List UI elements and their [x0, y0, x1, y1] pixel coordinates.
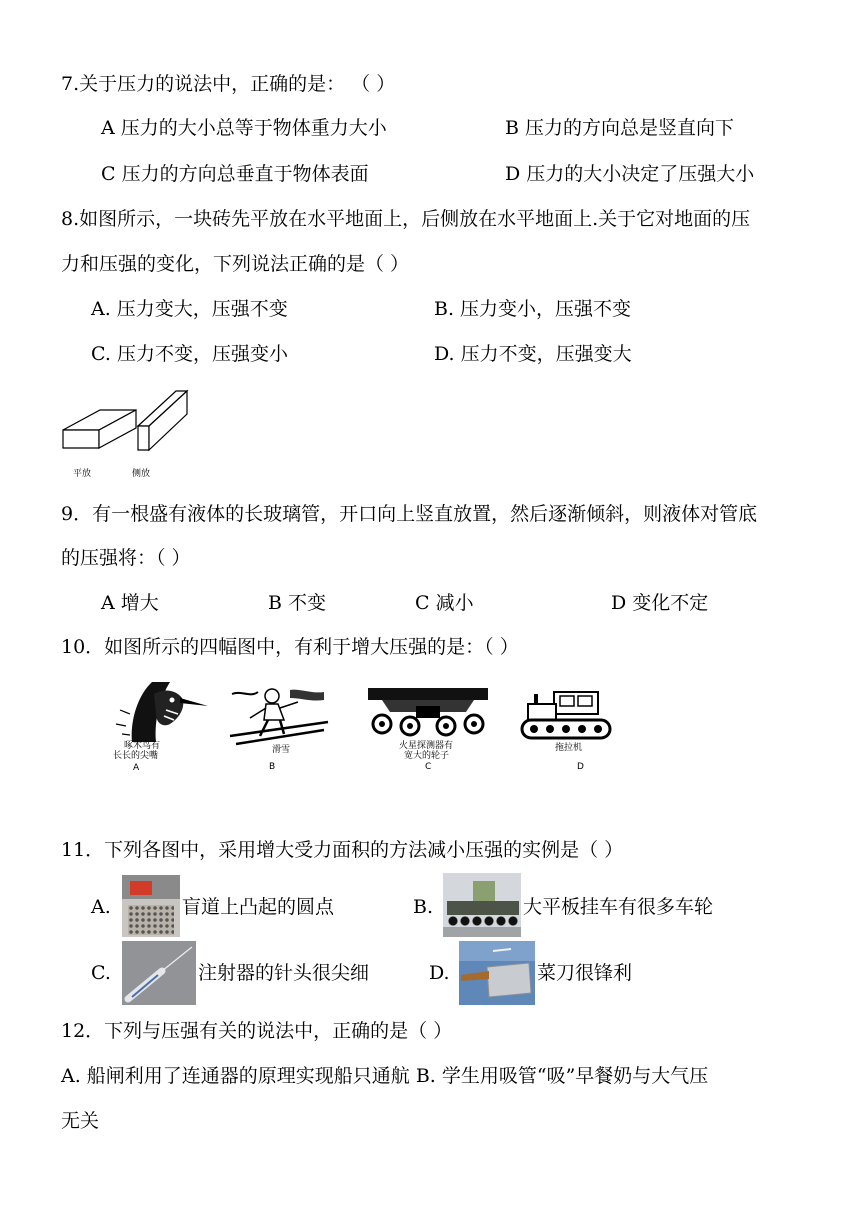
q11-option-b-label: B. [413, 896, 434, 918]
q7-option-b: B 压力的方向总是竖直向下 [505, 117, 735, 139]
brick-side [138, 391, 187, 450]
figure-a-letter: A [133, 763, 140, 773]
tactile-paving-photo [122, 875, 180, 937]
q11-stem: 11．下列各图中，采用增大受力面积的方法减小压强的实例是（ ） [61, 839, 624, 861]
q12-options-line2: 无关 [61, 1110, 100, 1132]
q8-stem-line1: 8.如图所示，一块砖先平放在水平地面上，后侧放在水平地面上.关于它对地面的压 [61, 208, 751, 230]
mars-rover-image [362, 686, 494, 742]
brick-side-label: 侧放 [132, 469, 151, 479]
q8-option-b: B. 压力变小，压强不变 [434, 298, 632, 320]
q11-option-a-label: A. [91, 896, 111, 918]
q11-option-b-text: 大平板挂车有很多车轮 [523, 896, 714, 918]
tractor-image [520, 690, 612, 742]
woodpecker-image [110, 680, 210, 742]
q12-options-line1: A. 船闸利用了连通器的原理实现船只通航 B. 学生用吸管“吸”早餐奶与大气压 [61, 1065, 709, 1087]
q8-option-d: D. 压力不变，压强变大 [434, 343, 632, 365]
q11-option-d-label: D. [429, 962, 450, 984]
q7-option-c: C 压力的方向总垂直于物体表面 [101, 163, 369, 185]
q7-stem: 7.关于压力的说法中，正确的是： （ ） [61, 73, 396, 95]
brick-flat-label: 平放 [73, 469, 92, 479]
q9-stem-line1: 9．有一根盛有液体的长玻璃管，开口向上竖直放置，然后逐渐倾斜，则液体对管底 [61, 503, 758, 525]
q10-stem: 10．如图所示的四幅图中，有利于增大压强的是：（ ） [61, 636, 519, 658]
figure-c-letter: C [425, 762, 432, 772]
q9-option-c: C 减小 [415, 592, 474, 614]
q8-option-c: C. 压力不变，压强变小 [91, 343, 288, 365]
skier-image [228, 686, 330, 746]
brick-figure [60, 388, 195, 460]
syringe-photo [122, 941, 196, 1005]
q11-option-c-label: C. [91, 962, 111, 984]
flatbed-trailer-photo [443, 873, 521, 937]
figure-b-letter: B [269, 762, 276, 772]
figure-c-caption-1: 火星探测器有 [399, 741, 454, 751]
kitchen-knife-photo [459, 941, 535, 1005]
figure-c-caption-2: 宽大的轮子 [404, 751, 450, 761]
q11-option-a-text: 盲道上凸起的圆点 [182, 896, 335, 918]
q9-option-d: D 变化不定 [611, 592, 709, 614]
q9-option-b: B 不变 [268, 592, 327, 614]
figure-d-letter: D [577, 762, 584, 772]
q7-option-a: A 压力的大小总等于物体重力大小 [101, 117, 387, 139]
q11-option-d-text: 菜刀很锋利 [537, 962, 633, 984]
q9-stem-line2: 的压强将：（ ） [61, 547, 191, 569]
q11-option-c-text: 注射器的针头很尖细 [198, 962, 370, 984]
q9-option-a: A 增大 [101, 592, 159, 614]
figure-a-caption-1: 啄木鸟有 [124, 741, 161, 751]
q12-stem: 12．下列与压强有关的说法中，正确的是（ ） [61, 1020, 453, 1042]
brick-flat [63, 410, 136, 448]
figure-b-caption: 滑雪 [272, 745, 291, 755]
q8-option-a: A. 压力变大，压强不变 [91, 298, 288, 320]
figure-d-caption: 拖拉机 [555, 743, 583, 753]
figure-a-caption-2: 长长的尖嘴 [113, 751, 159, 761]
q8-stem-line2: 力和压强的变化，下列说法正确的是（ ） [61, 253, 410, 275]
q7-option-d: D 压力的大小决定了压强大小 [505, 163, 755, 185]
